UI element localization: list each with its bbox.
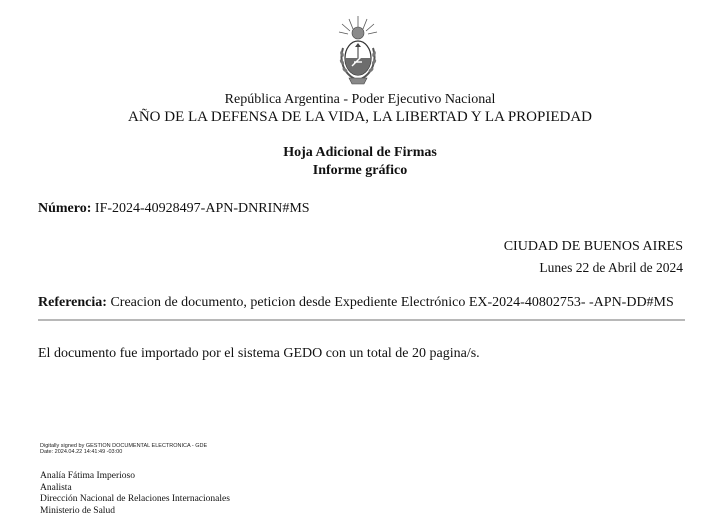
signer-name: Analía Fátima Imperioso: [40, 471, 135, 481]
body-text: El documento fue importado por el sistema GEDO con un total de 20 pagina/s.: [38, 346, 480, 361]
document-number-label: Número:: [38, 201, 92, 216]
document-number-value: IF-2024-40928497-APN-DNRIN#MS: [94, 201, 310, 216]
place: CIUDAD DE BUENOS AIRES: [503, 239, 683, 254]
digital-signature-line-1: Digitally signed by GESTION DOCUMENTAL ELECTRONICA - GDE: [40, 443, 208, 449]
reference-label: Referencia:: [38, 295, 107, 310]
signer-office: Dirección Nacional de Relaciones Internacionales: [40, 494, 230, 504]
signer-role: Analista: [40, 482, 72, 493]
date: Lunes 22 de Abril de 2024: [539, 260, 683, 275]
header-line-1: República Argentina - Poder Ejecutivo Nacional: [224, 92, 496, 107]
signer-block: [40, 471, 230, 517]
reference: [38, 295, 674, 311]
signer-ministry: Ministerio de Salud: [40, 505, 115, 516]
argentina-coat-of-arms-icon: [335, 14, 381, 92]
document-number: [38, 201, 310, 217]
document-title: Hoja Adicional de Firmas: [283, 145, 437, 160]
digital-signature-stamp: [40, 443, 207, 455]
digital-signature-date: Date: 2024.04.22 14:41:49 -03:00: [40, 449, 123, 455]
divider: [38, 319, 685, 321]
reference-value: Creacion de documento, peticion desde Expediente Electrónico EX-2024-40802753- -APN-DD#MS: [110, 295, 674, 310]
document-subtitle: Informe gráfico: [312, 163, 408, 178]
header-line-2: AÑO DE LA DEFENSA DE LA VIDA, LA LIBERTAD Y LA PROPIEDAD: [127, 109, 592, 125]
